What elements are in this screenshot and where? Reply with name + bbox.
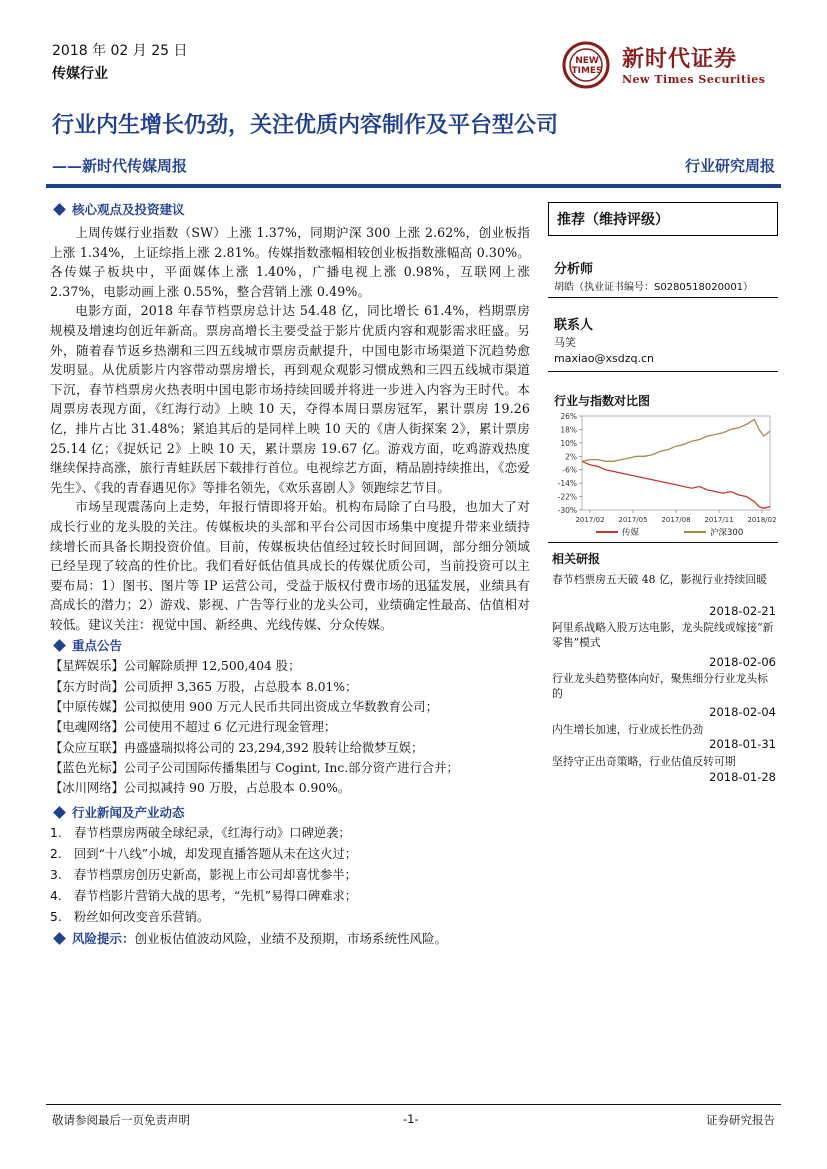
news-item: 5. 粉丝如何改变音乐营销。 [50, 910, 210, 925]
related-heading: 相关研报 [552, 552, 601, 566]
footer-divider [46, 1104, 781, 1105]
news-heading: 行业新闻及产业动态 [50, 803, 530, 823]
chart-series-line-hs300 [582, 419, 770, 461]
chart-legend-label: 沪深300 [710, 528, 744, 538]
related-report-title: 阿里系战略入股万达电影，龙头院线或嫁接“新零售”模式 [552, 621, 774, 649]
chart-y-tick-label: -22% [557, 492, 577, 502]
analyst-label: 分析师 [554, 262, 594, 277]
sidebar-divider [548, 542, 778, 543]
page-number: -1- [403, 1112, 419, 1126]
chart-series-line-media [582, 461, 770, 508]
report-subtitle: ——新时代传媒周报 [52, 157, 188, 175]
news-item: 2. 回到“十八线”小城，却发现直播答题从未在这火过； [50, 846, 358, 861]
contact-label: 联系人 [554, 318, 594, 333]
summary-heading: 核心观点及投资建议 [50, 200, 530, 220]
risk-label: 风险提示： [72, 930, 135, 946]
report-type: 行业研究周报 [684, 157, 775, 175]
analyst-name: 胡皓（执业证书编号：S0280518020001） [554, 282, 754, 293]
logo-company-english: New Times Securities [622, 73, 766, 86]
news-item: 4. 春节档影片营销大战的思考，“先机”易得口碑难求； [50, 889, 358, 904]
related-report-date: 2018-02-06 [709, 655, 776, 669]
report-date: 2018 年 02 月 25 日 [52, 43, 188, 59]
chart-y-tick-label: 18% [560, 425, 577, 435]
chart-y-tick-label: -6% [562, 465, 577, 475]
related-report-title: 内生增长加速，行业成长性仍劲 [552, 723, 704, 736]
logo-mark-text: NEW TIMES [571, 56, 603, 76]
chart-x-tick-label: 2017/02 [575, 516, 605, 524]
news-item: 3. 春节档票房创历史新高，影视上市公司却喜忧参半； [50, 867, 357, 882]
chart-x-tick-label: 2017/08 [661, 516, 691, 524]
notice-item: 【冰川网络】公司拟减持 90 万股，占总股本 0.90%。 [50, 781, 351, 796]
diamond-bullet-icon [53, 203, 66, 216]
diamond-bullet-icon [53, 640, 66, 653]
chart-y-tick-label: 2% [565, 452, 577, 462]
related-report-date: 2018-01-28 [709, 770, 776, 784]
chart-y-tick-label: 26% [560, 412, 577, 421]
chart-y-tick-label: 10% [560, 438, 577, 448]
news-item: 1. 春节档票房两破全球纪录，《红海行动》口碑逆袭； [50, 825, 351, 840]
chart-y-tick-label: -14% [557, 479, 577, 489]
related-report-title: 行业龙头趋势整体向好，聚焦细分行业龙头标的 [552, 672, 768, 700]
chart-x-tick-label: 2018/02 [747, 516, 777, 524]
related-report-date: 2018-02-21 [709, 604, 776, 618]
chart-x-tick-label: 2017/11 [704, 516, 734, 524]
footer-report-label: 证券研究报告 [706, 1113, 775, 1127]
summary-paragraph-2: 电影方面，2018 年春节档票房总计达 54.48 亿，同比增长 61.4%，档期票房规模及增速均创近年新高。票房高增长主要受益于影片优质内容和观影需求旺盛。另外，随着春节返乡热潮和三四五线城市票房贡献提升，中国电影市场渠道下沉趋势愈发明显。从优质影片内容带动票房增长，再到观众观影习惯成熟和三四五线城市渠道下沉，春节档票房火热表明中国电影市场持续回暖并将进一步进入内容为王时代。本周票房表现方面，《红海行动》上映 10 天，夺得本周日票房冠军，累计票房 19.26 亿，排片占比 31.48%；紧追其后的是同样上映 10 天的《唐人街探案 2》，累计票房 25.14 亿；《捉妖记 2》上映 10 天，累计票房 19.67 亿。游戏方面，吃鸡游戏热度继续保持高涨，旅行青蛙跃居下载排行首位。电视综艺方面，精品剧持续推出，《恋爱先生》、《我的青春遇见你》等排名领先，《欢乐喜剧人》领跑综艺节目。 [50, 303, 530, 495]
industry-label: 传媒行业 [52, 66, 108, 82]
diamond-bullet-icon [53, 806, 66, 819]
related-report-date: 2018-02-04 [709, 705, 776, 719]
header-divider [46, 184, 781, 188]
notice-item: 【蓝色光标】公司子公司国际传播集团与 Cogint, Inc.部分资产进行合并； [50, 760, 459, 775]
rating-text: 推荐（维持评级） [557, 212, 669, 228]
risk-text: 创业板估值波动风险，业绩不及预期，市场系统性风险。 [134, 930, 448, 946]
report-title: 行业内生增长仍劲，关注优质内容制作及平台型公司 [52, 112, 559, 138]
chart-legend-label: 传媒 [622, 528, 640, 538]
chart-y-tick-label: -30% [557, 506, 577, 515]
notice-item: 【星辉娱乐】公司解除质押 12,500,404 股； [50, 659, 301, 674]
diamond-bullet-icon [53, 932, 66, 945]
rating-box [548, 202, 778, 236]
news-list [50, 823, 530, 929]
risk-notice [50, 929, 530, 949]
footer-disclaimer: 敬请参阅最后一页免责声明 [52, 1113, 190, 1127]
main-content [50, 200, 530, 949]
related-report-title: 坚持守正出奇策略，行业估值反转可期 [552, 755, 736, 768]
related-report-title: 春节档票房五天破 48 亿，影视行业持续回暖 [552, 573, 767, 586]
summary-paragraph-3: 市场呈现震荡向上走势，年报行情即将开始。机构布局除了白马股，也加大了对成长行业的龙头股的关注。传媒板块的头部和平台公司因市场集中度提升带来业绩持续增长而具备长期投资价值。目前，传媒板块估值经过较长时间回调，部分细分领域已经呈现了较高的性价比。我们看好低估值具成长的传媒优质公司，当前投资可以主要布局：1）图书、图片等 IP 运营公司，受益于版权付费市场的迅猛发展，业绩具有高成长的潜力；2）游戏、影视、广告等行业的龙头公司，业绩确定性最高、估值相对较低。建议关注：视觉中国、新经典、光线传媒、分众传媒。 [50, 499, 530, 632]
notice-item: 【电魂网络】公司使用不超过 6 亿元进行现金管理； [50, 720, 337, 735]
notice-item: 【中原传媒】公司拟使用 900 万元人民币共同出资成立华数教育公司； [50, 700, 438, 715]
contact-name: 马笑 [554, 336, 576, 349]
summary-paragraph-1: 上周传媒行业指数（SW）上涨 1.37%，同期沪深 300 上涨 2.62%，创业板指上涨 1.34%，上证综指上涨 2.81%。传媒指数涨幅相较创业板指数涨幅高 0.30%。各传媒子板块中，平面媒体上涨 1.40%，广播电视上涨 0.98%，互联网上涨 2.37%，电影动画上涨 0.55%，整合营销上涨 0.49%。 [50, 225, 530, 299]
sidebar-divider [548, 297, 778, 298]
chart-title: 行业与指数对比图 [554, 394, 651, 408]
contact-email: maxiao@xsdzq.cn [554, 352, 654, 365]
notice-item: 【东方时尚】公司质押 3,365 万股，占总股本 8.01%； [50, 679, 358, 694]
logo-company-name: 新时代证券 [622, 46, 738, 72]
comparison-chart [548, 408, 778, 542]
notice-item: 【众应互联】冉盛盛瑞拟将公司的 23,294,392 股转让给微梦互娱； [50, 740, 424, 755]
related-report-date: 2018-01-31 [709, 737, 776, 751]
notice-list [50, 656, 530, 798]
chart-x-tick-label: 2017/05 [618, 516, 648, 524]
sidebar-divider [548, 371, 778, 372]
notices-heading: 重点公告 [50, 636, 530, 656]
